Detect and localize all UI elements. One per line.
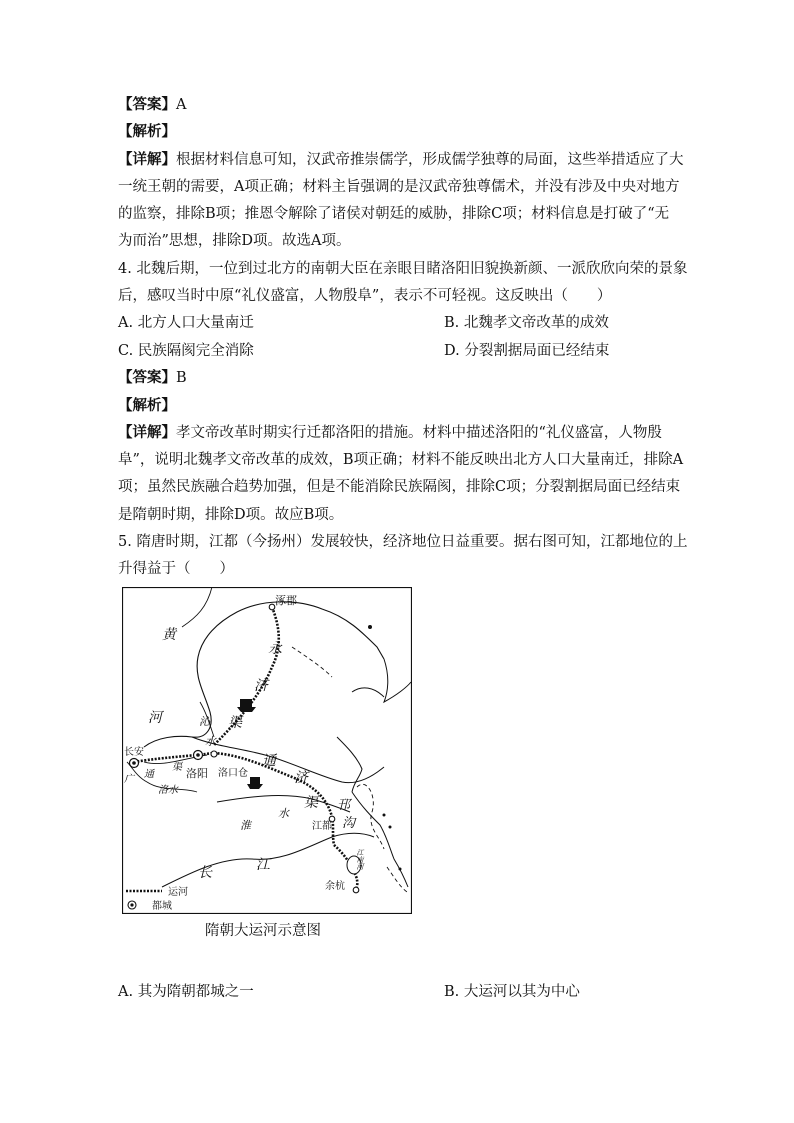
q4-detail-line-4: 是隋朝时期，排除D项。故应B项。 <box>118 507 344 523</box>
q3-analysis-label: 【解析】 <box>118 123 176 140</box>
q3-detail-line-2: 一统王朝的需要，A项正确；材料主旨强调的是汉武帝独尊儒术，并没有涉及中央对地方 <box>118 179 680 195</box>
label-tong: 通 <box>262 753 276 769</box>
legend-canal-label: 运河 <box>168 887 188 898</box>
label-guang: 广 <box>124 774 134 785</box>
grand-canal-map <box>122 587 412 914</box>
label-jiang: 江 <box>256 857 270 873</box>
answer-label: 【答案】 <box>118 369 176 386</box>
q4-option-b: B. 北魏孝文帝改革的成效 <box>444 315 609 331</box>
q3-detail-line-4: 为而治”思想，排除D项。故选A项。 <box>118 233 351 249</box>
q3-detail-line-3: 的监察，排除B项；推恩令解除了诸侯对朝廷的威胁，排除C项；材料信息是打破了“无 <box>118 206 670 222</box>
legend-capital-label: 都城 <box>152 901 172 912</box>
island-mark <box>399 868 402 871</box>
label-tong: 通 <box>144 769 154 780</box>
label-ji: 济 <box>254 678 268 694</box>
label-zhuojun: 涿郡 <box>275 594 297 607</box>
island-mark <box>368 625 372 629</box>
label-jiangnan: 江南河 <box>356 849 364 870</box>
label-yong: 永 <box>268 641 282 657</box>
q4-stem-line-2: 后，感叹当时中原“礼仪盛富，人物殷阜”，表示不可轻视。这反映出（ ） <box>118 288 612 304</box>
label-huai: 淮 <box>240 819 251 832</box>
label-qin: 沁 <box>199 715 210 728</box>
island-mark <box>389 826 392 829</box>
label-yuhang: 余杭 <box>325 881 345 892</box>
capital-marker-dot <box>196 753 200 757</box>
q5-stem-line-1: 5. 隋唐时期，江都（今扬州）发展较快，经济地位日益重要。据右图可知，江都地位的上 <box>118 534 688 550</box>
label-ji: 济 <box>294 770 308 786</box>
city-marker-zhuojun <box>269 604 275 610</box>
q5-stem-line-2: 升得益于（ ） <box>118 561 234 577</box>
answer-value: B <box>176 370 187 386</box>
label-chang: 长 <box>198 865 212 881</box>
q4-option-c: C. 民族隔阂完全消除 <box>118 343 254 359</box>
label-luoshui: 洛水 <box>158 785 178 796</box>
capital-marker-dot <box>132 761 136 765</box>
city-marker-yuhang <box>353 887 359 893</box>
q4-detail-line-3: 项；虽然民族融合趋势加强，但是不能消除民族隔阂，排除C项；分裂割据局面已经结束 <box>118 479 681 495</box>
detail-label: 【详解】 <box>118 151 176 168</box>
answer-label: 【答案】 <box>118 96 176 113</box>
label-luoyang: 洛阳 <box>186 767 208 780</box>
q5-option-a: A. 其为隋朝都城之一 <box>118 984 254 1000</box>
q4-analysis-label: 【解析】 <box>118 397 176 414</box>
q4-option-d: D. 分裂割据局面已经结束 <box>444 343 610 359</box>
map-caption: 隋朝大运河示意图 <box>205 923 321 939</box>
q4-detail-line-1 <box>118 423 662 443</box>
q4-answer-row <box>118 368 187 388</box>
detail-text: 孝文帝改革时期实行迁都洛阳的措施。材料中描述洛阳的“礼仪盛富，人物殷 <box>176 425 662 441</box>
q3-answer-row <box>118 95 186 115</box>
island-mark <box>383 814 386 817</box>
q5-option-b: B. 大运河以其为中心 <box>444 984 580 1000</box>
label-qu: 渠 <box>228 715 242 731</box>
label-jiangdu: 江都 <box>312 821 332 832</box>
label-he: 河 <box>148 710 162 726</box>
q4-stem-line-1: 4. 北魏后期，一位到过北方的南朝大臣在亲眼目睹洛阳旧貌换新颜、一派欣欣向荣的景象 <box>118 261 688 277</box>
q4-option-a: A. 北方人口大量南迁 <box>118 315 254 331</box>
detail-label: 【详解】 <box>118 424 176 441</box>
label-han: 邗 <box>337 798 351 813</box>
q3-detail-line-1 <box>118 150 684 170</box>
label-huang: 黄 <box>162 627 176 643</box>
label-qu: 渠 <box>304 795 318 811</box>
city-marker-luokoucang <box>211 751 217 757</box>
legend-capital-dot <box>130 903 133 906</box>
label-shui: 水 <box>278 807 289 820</box>
label-qu: 渠 <box>172 762 182 773</box>
detail-text: 根据材料信息可知，汉武帝推崇儒学，形成儒学独尊的局面，这些举措适应了大 <box>176 152 684 168</box>
answer-value: A <box>176 97 187 113</box>
label-gou: 沟 <box>342 816 356 831</box>
label-luokoucang: 洛口仓 <box>218 768 248 779</box>
label-shui: 水 <box>205 735 216 748</box>
q4-detail-line-2: 阜”，说明北魏孝文帝改革的成效，B项正确；材料不能反映出北方人口大量南迁，排除A <box>118 452 684 468</box>
label-changan: 长安 <box>124 747 144 758</box>
